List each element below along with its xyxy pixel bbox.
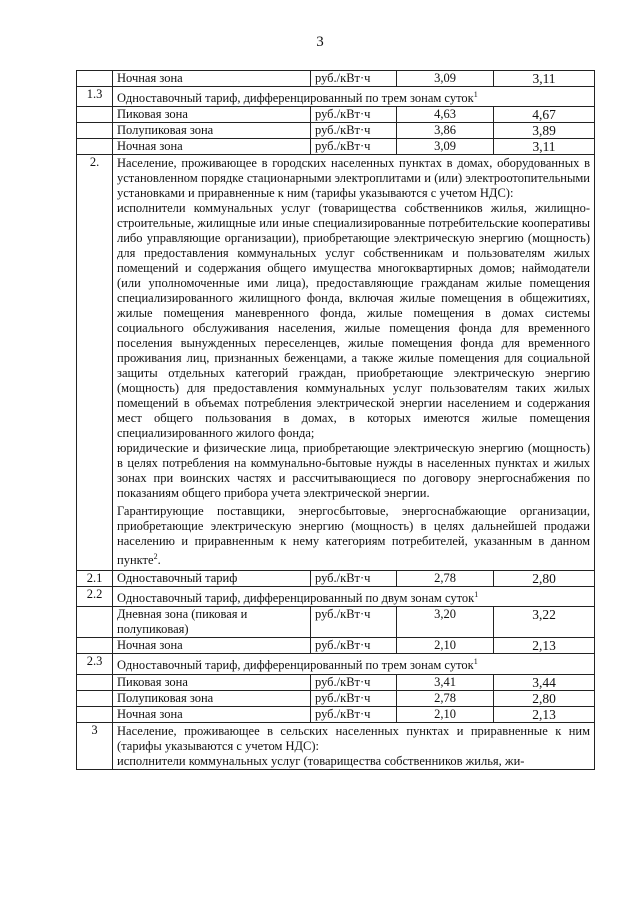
table-row [77, 123, 595, 139]
tariff-value-1: 2,10 [397, 706, 494, 722]
section-2-paragraph-2: юридические и физические лица, приобретающие электрическую энергию (мощность) в целях потребления на коммунально-бытовые нужды в населенных пунктах и жилых зонах при воинских частях и рассчитывающиеся по договору энергоснабжения по показаниям общего прибора учета электрической энергии. [117, 441, 590, 501]
section-2-text [113, 155, 595, 571]
table-row [77, 607, 595, 638]
unit-cell: руб./кВт·ч [311, 638, 397, 654]
table-row [77, 587, 595, 607]
row-number: 2.2 [77, 587, 113, 607]
zone-label: Пиковая зона [113, 674, 311, 690]
section-3-paragraph-1: исполнители коммунальных услуг (товарищества собственников жилья, жи- [117, 753, 525, 768]
table-row [77, 87, 595, 107]
table-row [77, 71, 595, 87]
row-number [77, 139, 113, 155]
zone-label: Ночная зона [113, 706, 311, 722]
tariff-heading [113, 654, 595, 674]
page-number: 3 [316, 34, 324, 50]
row-number: 3 [77, 722, 113, 769]
tariff-value-1: 2,78 [397, 571, 494, 587]
row-number [77, 690, 113, 706]
row-number [77, 123, 113, 139]
unit-cell: руб./кВт·ч [311, 123, 397, 139]
tariff-value-2: 4,67 [494, 107, 595, 123]
unit-cell: руб./кВт·ч [311, 706, 397, 722]
row-number [77, 607, 113, 638]
zone-label: Полупиковая зона [113, 123, 311, 139]
zone-label: Ночная зона [113, 139, 311, 155]
zone-label: Дневная зона (пиковая и полупиковая) [113, 607, 311, 638]
row-number: 1.3 [77, 87, 113, 107]
section-2-intro: Население, проживающее в городских населенных пунктах в домах, оборудованных в установленном порядке стационарными электроплитами и (или) электроотопительными установками и приравненные к ним (тарифы указываются с учетом НДС): [117, 156, 590, 201]
tariff-value-1: 4,63 [397, 107, 494, 123]
unit-cell: руб./кВт·ч [311, 674, 397, 690]
row-number: 2. [77, 155, 113, 571]
section-2-paragraph-1: исполнители коммунальных услуг (товарищества собственников жилья, жилищно-строительные, жилищные или иные специализированные потребительские кооперативы либо управляющие организации), приобретающие электрическую энергию (мощность) для предоставления коммунальных услуг собственникам и пользователям жилых помещений и содержания общего имущества многоквартирных домов; наймодатели (или уполномоченные ими лица), предоставляющие гражданам жилые помещения специализированного жилищного фонда, включая жилые помещения в общежитиях, жилые помещения маневренного фонда, жилые помещения в домах системы социального обслуживания населения, жилые помещения фонда для временного поселения вынужденных переселенцев, жилые помещения фонда для временного проживания лиц, признанных беженцами, а также жилые помещения для социальной защиты отдельных категорий граждан, приобретающие электрическую энергию (мощность) для предоставления коммунальных услуг пользователям таких жилых помещений в объемах потребления электрической энергии населением и содержания мест общего пользования в домах, в которых имеются жилые помещения специализированного жилого фонда; [117, 201, 590, 441]
section-3 [77, 722, 595, 769]
tariff-table [76, 70, 595, 770]
row-number: 2.1 [77, 571, 113, 587]
tariff-heading [113, 587, 595, 607]
footnote-ref: 1 [473, 657, 478, 667]
zone-label: Пиковая зона [113, 107, 311, 123]
row-number [77, 71, 113, 87]
section-2-paragraph-3 [117, 504, 590, 568]
table-row [77, 654, 595, 674]
tariff-value-2: 3,89 [494, 123, 595, 139]
tariff-value-2: 3,11 [494, 71, 595, 87]
table-row [77, 690, 595, 706]
tariff-heading-text: Одноставочный тариф, дифференцированный по трем зонам суток [117, 658, 474, 673]
tariff-value-1: 3,09 [397, 139, 494, 155]
row-number [77, 706, 113, 722]
tariff-value-2: 2,80 [494, 690, 595, 706]
unit-cell: руб./кВт·ч [311, 690, 397, 706]
table-row [77, 638, 595, 654]
unit-cell: руб./кВт·ч [311, 571, 397, 587]
row-number: 2.3 [77, 654, 113, 674]
table-row [77, 706, 595, 722]
unit-cell: руб./кВт·ч [311, 139, 397, 155]
tariff-value-1: 3,20 [397, 607, 494, 638]
unit-cell: руб./кВт·ч [311, 71, 397, 87]
table-row [77, 674, 595, 690]
tariff-heading-text: Одноставочный тариф, дифференцированный по двум зонам суток [117, 591, 475, 606]
row-number [77, 674, 113, 690]
unit-cell: руб./кВт·ч [311, 107, 397, 123]
tariff-value-2: 3,11 [494, 139, 595, 155]
zone-label: Полупиковая зона [113, 690, 311, 706]
footnote-ref: 1 [474, 590, 479, 600]
tariff-value-2: 3,22 [494, 607, 595, 638]
tariff-table-body-top [77, 71, 595, 155]
tariff-value-1: 2,78 [397, 690, 494, 706]
section-2 [77, 155, 595, 571]
unit-cell: руб./кВт·ч [311, 607, 397, 638]
row-number [77, 638, 113, 654]
tariff-value-2: 2,13 [494, 706, 595, 722]
tariff-value-1: 3,86 [397, 123, 494, 139]
tariff-value-2: 2,13 [494, 638, 595, 654]
footnote-ref: 2 [153, 552, 158, 562]
table-row [77, 139, 595, 155]
table-row [77, 722, 595, 769]
row-number [77, 107, 113, 123]
footnote-ref: 1 [473, 90, 478, 99]
zone-label: Ночная зона [113, 71, 311, 87]
tariff-value-1: 3,09 [397, 71, 494, 87]
zone-label: Одноставочный тариф [113, 571, 311, 587]
zone-label: Ночная зона [113, 638, 311, 654]
table-row [77, 571, 595, 587]
tariff-value-1: 3,41 [397, 674, 494, 690]
tariff-value-2: 3,44 [494, 674, 595, 690]
section-3-text [113, 722, 595, 769]
section-2-paragraph-3-text: Гарантирующие поставщики, энергосбытовые, энергоснабжающие организации, приобретающие электрическую энергию (мощность) в целях дальнейшей продажи населению и приравненным к нему категориям потребителей, указанным в данном пункте [117, 504, 590, 568]
table-row [77, 155, 595, 571]
tariff-value-2: 2,80 [494, 571, 595, 587]
tariff-heading-text: Одноставочный тариф, дифференцированный по трем зонам суток [117, 91, 474, 106]
section-3-intro: Население, проживающее в сельских населенных пунктах и приравненные к ним (тарифы указываются с учетом НДС): [117, 723, 590, 753]
section-2-paragraph-3-end: . [157, 553, 161, 568]
tariff-table-body-mid [77, 571, 595, 722]
tariff-heading [113, 87, 595, 107]
tariff-value-1: 2,10 [397, 638, 494, 654]
table-row [77, 107, 595, 123]
